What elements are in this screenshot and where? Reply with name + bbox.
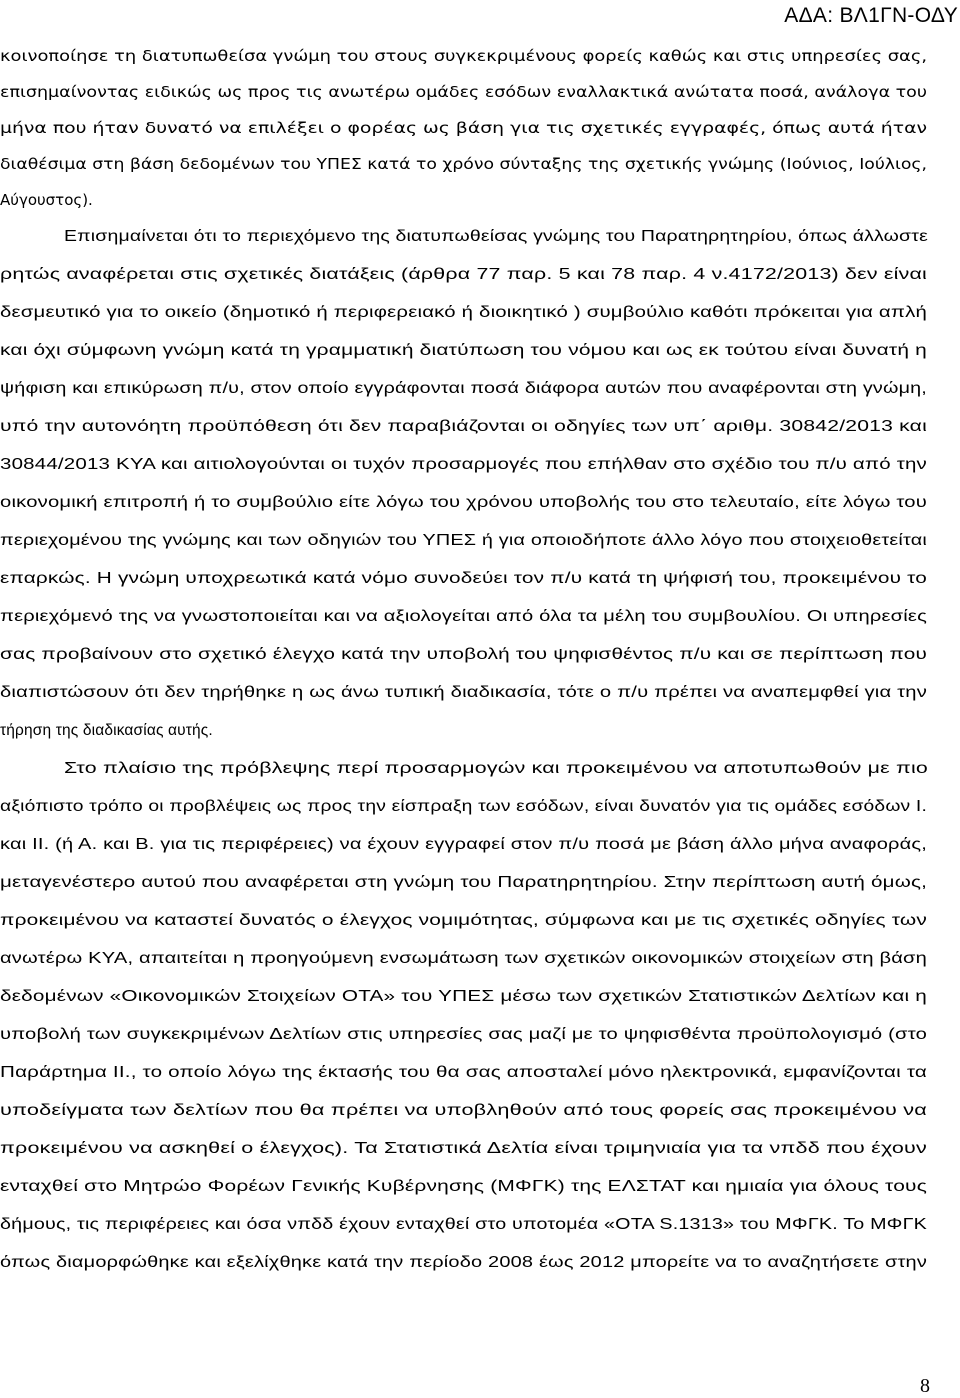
ada-code: ΑΔΑ: ΒΛ1ΓΝ-ΟΔΥ xyxy=(784,4,958,27)
paragraph-1 xyxy=(0,38,960,218)
text-line: τήρηση της διαδικασίας αυτής. xyxy=(0,722,213,739)
text-line: και όχι σύμφωνη γνώμη κατά τη γραμματική διατύπωση του νόμου και ως εκ τούτου είναι δυνατή η xyxy=(0,342,927,359)
text-line: διαθέσιμα στη βάση δεδομένων του ΥΠΕΣ κατά το χρόνο σύνταξης της σχετικής γνώμης (Ιούνιος, Ιούλιος, xyxy=(0,155,928,173)
paragraph-2 xyxy=(0,218,960,750)
text-line: ψήφιση και επικύρωση π/υ, στον οποίο εγγράφονται ποσά διάφορα αυτών που αναφέρονται στη γνώμη, xyxy=(0,380,927,397)
text-line: προκειμένου να καταστεί δυνατός ο έλεγχος νομιμότητας, σύμφωνα και με τις σχετικές οδηγίες των xyxy=(0,912,927,929)
text-line: Παράρτημα ΙΙ., το οποίο λόγω της έκτασής του θα σας αποσταλεί μόνο ηλεκτρονικά, εμφανίζονται τα xyxy=(0,1064,927,1081)
text-line: Στο πλαίσιο της πρόβλεψης περί προσαρμογών και προκειμένου να αποτυπωθούν με πιο xyxy=(64,760,928,777)
text-line: όπως διαμορφώθηκε και εξελίχθηκε κατά την περίοδο 2008 έως 2012 μπορείτε να το αναζητήσετε στην xyxy=(0,1254,927,1271)
text-line: δεσμευτικό για το οικείο (δημοτικό ή περιφερειακό ή διοικητικό ) συμβούλιο καθότι πρόκειται για απλή xyxy=(0,304,927,321)
text-line: υποβολή των συγκεκριμένων Δελτίων στις υπηρεσίες σας μαζί με το ψηφισθέντα προϋπολογισμό (στο xyxy=(0,1026,928,1043)
text-line: ρητώς αναφέρεται στις σχετικές διατάξεις (άρθρα 77 παρ. 5 και 78 παρ. 4 ν.4172/2013) δεν είναι xyxy=(0,266,927,283)
text-line: αξιόπιστο τρόπο οι προβλέψεις ως προς την είσπραξη των εσόδων, είναι δυνατόν για τις ομάδες εσόδων Ι. xyxy=(0,798,927,815)
text-line: διαπιστώσουν ότι δεν τηρήθηκε η ως άνω τυπική διαδικασία, τότε ο π/υ πρέπει να αναπεμφθεί για την xyxy=(0,684,927,701)
page-number: 8 xyxy=(920,1375,930,1397)
text-line: ανωτέρω ΚΥΑ, απαιτείται η προηγούμενη ενσωμάτωση των σχετικών οικονομικών στοιχείων στη βάση xyxy=(0,950,927,967)
document-body xyxy=(0,38,960,1320)
text-line: Αύγουστος). xyxy=(0,191,93,209)
text-line: μήνα που ήταν δυνατό να επιλέξει ο φορέας ως βάση για τις σχετικές εγγραφές, όπως αυτά ήταν xyxy=(0,119,927,137)
text-line: κοινοποίησε τη διατυπωθείσα γνώμη του στους συγκεκριμένους φορείς καθώς και στις υπηρεσίες σας, xyxy=(0,47,928,65)
text-line: επαρκώς. Η γνώμη υποχρεωτικά κατά νόμο συνοδεύει τον π/υ κατά τη ψήφισή του, προκειμένου το xyxy=(0,570,927,587)
text-line: δήμους, τις περιφέρειες και όσα νπδδ έχουν ενταχθεί στο υποτομέα «ΟΤΑ S.1313» του ΜΦΓΚ. Το ΜΦΓΚ xyxy=(0,1216,927,1233)
text-line: περιεχόμενό της να γνωστοποιείται και να αξιολογείται από όλα τα μέλη του συμβουλίου. Οι υπηρεσίες xyxy=(0,608,927,625)
text-line: και ΙΙ. (ή Α. και Β. για τις περιφέρειες) να έχουν εγγραφεί στον π/υ ποσά με βάση άλλο μήνα αναφοράς, xyxy=(0,836,927,853)
paragraph-3 xyxy=(0,750,960,1320)
text-line: μεταγενέστερο αυτού που αναφέρεται στη γνώμη του Παρατηρητηρίου. Στην περίπτωση αυτή όμως, xyxy=(0,874,927,891)
text-line: 30844/2013 ΚΥΑ και αιτιολογούνται οι τυχόν προσαρμογές που επήλθαν στο σχέδιο του π/υ από την xyxy=(0,456,927,473)
text-line: υποδείγματα των δελτίων που θα πρέπει να υποβληθούν από τους φορείς σας προκειμένου να xyxy=(0,1102,927,1119)
text-line: σας προβαίνουν στο σχετικό έλεγχο κατά την υποβολή του ψηφισθέντος π/υ και σε περίπτωση που xyxy=(0,646,927,663)
text-line: Επισημαίνεται ότι το περιεχόμενο της διατυπωθείσας γνώμης του Παρατηρητηρίου, όπως άλλωστε xyxy=(64,228,928,245)
text-line xyxy=(0,1282,960,1320)
text-line: δεδομένων «Οικονομικών Στοιχείων ΟΤΑ» του ΥΠΕΣ μέσω των σχετικών Στατιστικών Δελτίων και η xyxy=(0,988,927,1005)
text-line: υπό την αυτονόητη προϋπόθεση ότι δεν παραβιάζονται οι οδηγίες των υπ΄ αριθμ. 30842/2013 και xyxy=(0,418,927,435)
text-line: ενταχθεί στο Μητρώο Φορέων Γενικής Κυβέρνησης (ΜΦΓΚ) της ΕΛΣΤΑΤ και ημιαία για όλους τους xyxy=(0,1178,927,1195)
text-line: οικονομική επιτροπή ή το συμβούλιο είτε λόγω του χρόνου υποβολής του στο τελευταίο, είτε λόγω του xyxy=(0,494,927,511)
text-line: προκειμένου να ασκηθεί ο έλεγχος). Τα Στατιστικά Δελτία είναι τριμηνιαία για τα νπδδ που έχουν xyxy=(0,1140,927,1157)
text-line: περιεχομένου της γνώμης και των οδηγιών του ΥΠΕΣ ή για οποιοδήποτε άλλο λόγο που στοιχειοθετείται xyxy=(0,532,927,549)
text-line: επισημαίνοντας ειδικώς ως προς τις ανωτέρω ομάδες εσόδων εναλλακτικά ανώτατα ποσά, ανάλογα του xyxy=(0,83,927,101)
